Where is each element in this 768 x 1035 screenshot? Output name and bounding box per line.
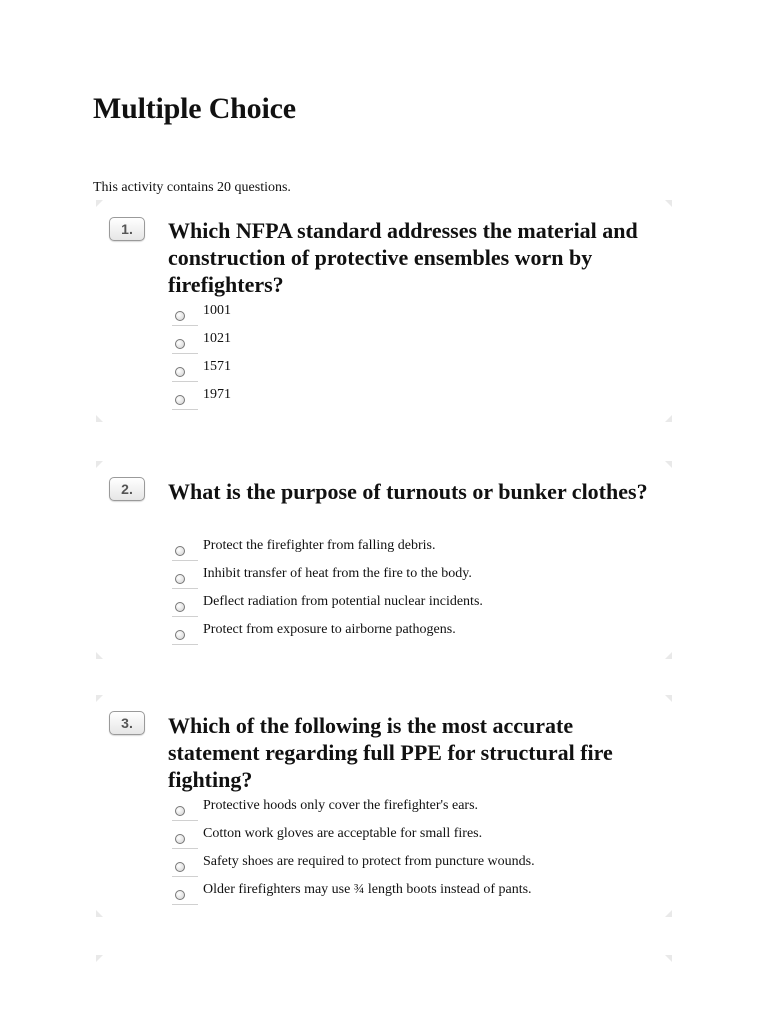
- option-divider: [172, 876, 198, 877]
- radio-button[interactable]: [175, 339, 185, 349]
- option-label[interactable]: Cotton work gloves are acceptable for small fires.: [203, 826, 483, 841]
- option-divider: [172, 904, 198, 905]
- radio-button[interactable]: [175, 395, 185, 405]
- corner-mark: [96, 415, 103, 422]
- radio-button[interactable]: [175, 574, 185, 584]
- option-label[interactable]: Protective hoods only cover the firefighter's ears.: [203, 798, 479, 813]
- question-number-badge: 2.: [109, 477, 145, 501]
- radio-button[interactable]: [175, 602, 185, 612]
- question-2: [96, 461, 672, 659]
- radio-button[interactable]: [175, 834, 185, 844]
- option-label[interactable]: Deflect radiation from potential nuclear incidents.: [203, 594, 483, 609]
- corner-mark: [665, 910, 672, 917]
- question-text: Which of the following is the most accurate statement regarding full PPE for structural fire fighting?: [168, 713, 613, 792]
- option-label[interactable]: Inhibit transfer of heat from the fire to the body.: [203, 566, 472, 581]
- option-label[interactable]: Protect from exposure to airborne pathogens.: [203, 622, 456, 637]
- corner-mark: [96, 652, 103, 659]
- corner-mark: [665, 200, 672, 207]
- option-divider: [172, 560, 198, 561]
- option-divider: [172, 381, 198, 382]
- question-text: What is the purpose of turnouts or bunker clothes?: [168, 479, 648, 504]
- answer-option[interactable]: [172, 824, 632, 852]
- option-divider: [172, 588, 198, 589]
- answer-option[interactable]: [172, 536, 632, 564]
- answer-option[interactable]: [172, 852, 632, 880]
- answer-option[interactable]: [172, 564, 632, 592]
- option-divider: [172, 353, 198, 354]
- corner-mark: [96, 200, 103, 207]
- corner-mark: [665, 955, 672, 962]
- question-1: [96, 200, 672, 422]
- answer-option[interactable]: [172, 385, 632, 413]
- question-3: [96, 695, 672, 917]
- radio-button[interactable]: [175, 367, 185, 377]
- answer-options: [172, 796, 632, 908]
- radio-button[interactable]: [175, 862, 185, 872]
- radio-button[interactable]: [175, 890, 185, 900]
- corner-mark: [96, 695, 103, 702]
- question-4-partial: [96, 955, 672, 1035]
- answer-option[interactable]: [172, 620, 632, 648]
- radio-button[interactable]: [175, 311, 185, 321]
- activity-intro: This activity contains 20 questions.: [93, 180, 291, 195]
- answer-option[interactable]: [172, 796, 632, 824]
- option-divider: [172, 325, 198, 326]
- option-label[interactable]: 1021: [203, 331, 231, 346]
- answer-option[interactable]: [172, 301, 632, 329]
- question-text: Which NFPA standard addresses the material and construction of protective ensembles worn by firefighters?: [168, 218, 638, 297]
- option-label[interactable]: 1001: [203, 303, 231, 318]
- option-divider: [172, 616, 198, 617]
- corner-mark: [96, 461, 103, 468]
- option-label[interactable]: Protect the firefighter from falling debris.: [203, 538, 436, 553]
- corner-mark: [665, 461, 672, 468]
- corner-mark: [96, 955, 103, 962]
- option-divider: [172, 644, 198, 645]
- answer-option[interactable]: [172, 880, 632, 908]
- option-divider: [172, 409, 198, 410]
- radio-button[interactable]: [175, 546, 185, 556]
- option-label[interactable]: Older firefighters may use ¾ length boots instead of pants.: [203, 882, 532, 897]
- option-divider: [172, 848, 198, 849]
- question-number-badge: 1.: [109, 217, 145, 241]
- option-label[interactable]: 1571: [203, 359, 231, 374]
- answer-option[interactable]: [172, 329, 632, 357]
- corner-mark: [665, 652, 672, 659]
- corner-mark: [665, 415, 672, 422]
- page-title: Multiple Choice: [93, 92, 296, 125]
- corner-mark: [665, 695, 672, 702]
- radio-button[interactable]: [175, 806, 185, 816]
- question-number-badge: 3.: [109, 711, 145, 735]
- answer-options: [172, 301, 632, 413]
- answer-options: [172, 536, 632, 648]
- corner-mark: [96, 910, 103, 917]
- option-label[interactable]: Safety shoes are required to protect from puncture wounds.: [203, 854, 535, 869]
- answer-option[interactable]: [172, 357, 632, 385]
- option-label[interactable]: 1971: [203, 387, 231, 402]
- answer-option[interactable]: [172, 592, 632, 620]
- radio-button[interactable]: [175, 630, 185, 640]
- option-divider: [172, 820, 198, 821]
